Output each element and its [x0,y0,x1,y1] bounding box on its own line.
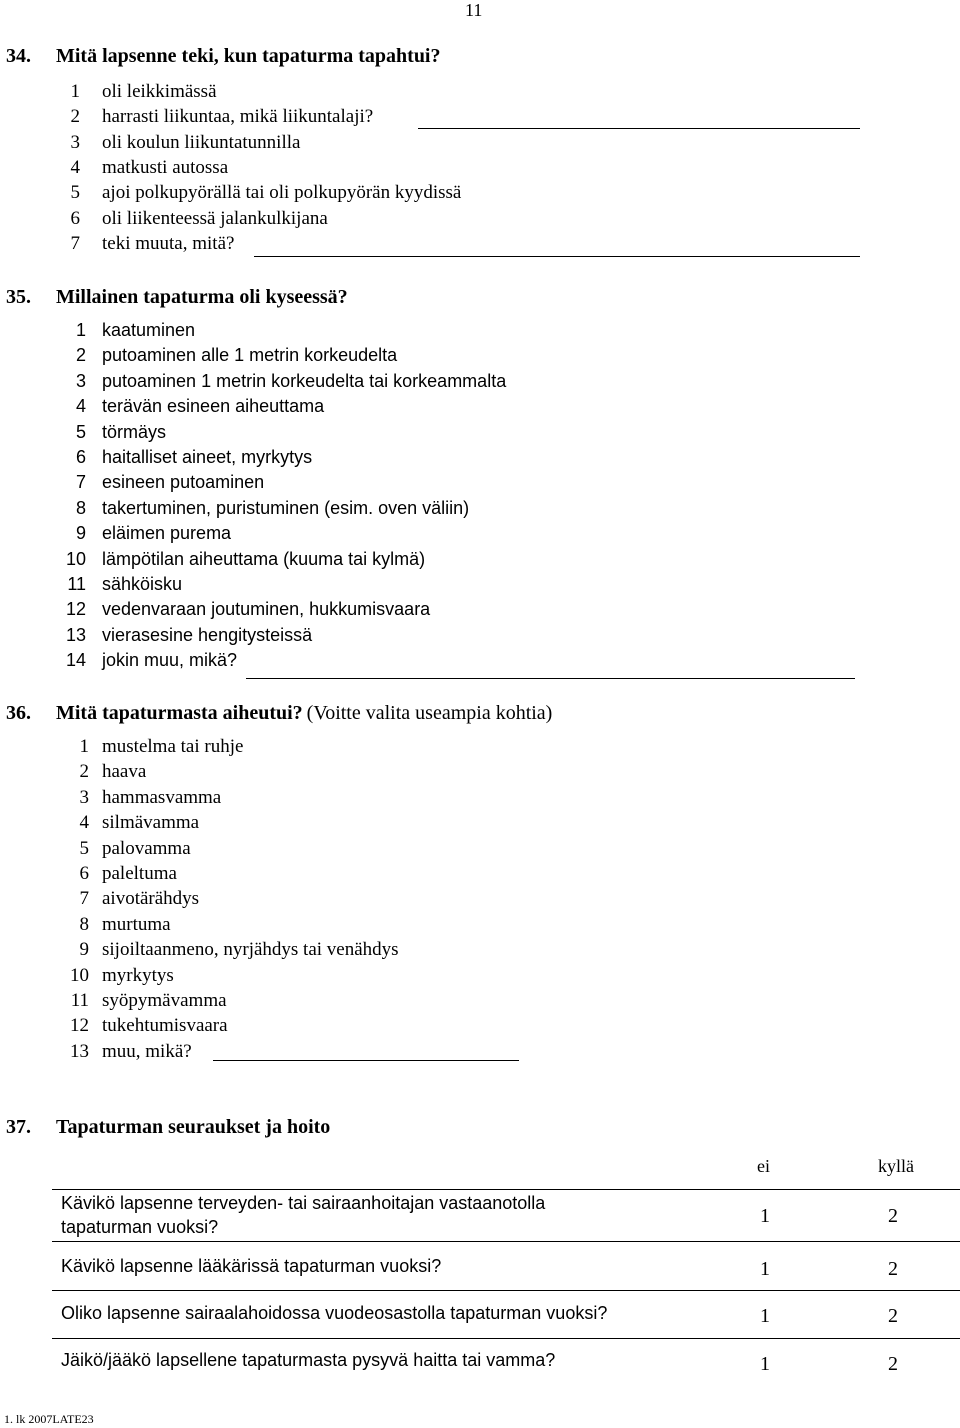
option-number: 5 [75,421,86,442]
q34-option-2[interactable] [62,106,374,128]
q36-option-3[interactable] [62,786,222,809]
option-label: teki muuta, mitä? [102,232,235,254]
q36-number: 36. [6,702,31,724]
option-number: 12 [65,599,86,620]
option-label: sähköisku [102,574,183,594]
option-number: 6 [79,863,89,884]
option-label: oli koulun liikuntatunnilla [102,131,301,153]
option-number: 13 [65,624,86,645]
option-number: 11 [67,574,86,594]
q34-option-1[interactable] [62,81,217,103]
col-header-no: ei [757,1156,770,1176]
option-label: terävän esineen aiheuttama [102,396,325,417]
option-number: 14 [65,650,86,671]
q36-option-10[interactable] [62,964,174,987]
q37-row-3-text: Oliko lapsenne sairaalahoidossa vuodeosastolla tapaturman vuoksi? [61,1303,608,1323]
q35-option-4[interactable] [62,396,325,417]
option-number: 6 [75,447,86,467]
q37-row-1-text-line2: tapaturman vuoksi? [61,1217,219,1237]
option-label: törmäys [102,421,167,442]
q34-option-4[interactable] [62,156,229,179]
q34-number: 34. [6,45,31,67]
q35-title: Millainen tapaturma oli kyseessä? [56,286,348,308]
q36-option-13[interactable] [62,1040,192,1063]
q37-row-2-yes-option[interactable]: 2 [888,1258,898,1280]
q35-option-10[interactable] [62,548,426,570]
q36-option-12[interactable] [62,1015,228,1037]
option-label: takertuminen, puristuminen (esim. oven väliin) [102,497,470,518]
q34-option-7[interactable] [62,232,235,255]
q35-option-8[interactable] [62,497,470,519]
q37-row-3-yes-option[interactable]: 2 [888,1305,898,1327]
q36-title: Mitä tapaturmasta aiheutui? [56,702,303,724]
option-label: putoaminen 1 metrin korkeudelta tai korkeammalta [102,370,507,391]
option-label: mustelma tai ruhje [102,736,244,757]
option-label: oli leikkimässä [102,81,217,102]
option-number: 9 [79,939,89,961]
q35-number: 35. [6,286,31,308]
table-rule [52,1189,960,1190]
q35-option-6[interactable] [62,447,313,468]
q37-row-1-text-line1: Kävikö lapsenne terveyden- tai sairaanhoitajan vastaanotolla [61,1193,546,1213]
option-label: haitalliset aineet, myrkytys [102,447,313,467]
option-label: eläimen purema [102,523,232,544]
table-rule [52,1241,960,1242]
option-number: 7 [70,232,80,254]
option-number: 4 [70,156,80,178]
q36-option-2[interactable] [62,761,147,783]
q35-option-7[interactable] [62,472,265,493]
option-label: tukehtumisvaara [102,1015,228,1037]
option-label: hammasvamma [102,786,222,808]
q35-option-3[interactable] [62,370,507,392]
q35-option-9[interactable] [62,523,232,544]
option-number: 9 [75,523,86,544]
q35-option-13[interactable] [62,624,313,646]
q37-row-2-text: Kävikö lapsenne lääkärissä tapaturman vuoksi? [61,1256,442,1276]
option-label: myrkytys [102,964,174,986]
q37-row-1-yes-option[interactable]: 2 [888,1205,898,1227]
q36-option-7[interactable] [62,888,200,910]
q37-row-2-no-option[interactable]: 1 [760,1258,770,1280]
q35-option-11[interactable] [62,574,183,595]
option-number: 2 [75,345,86,366]
option-label: palovamma [102,837,191,859]
q34-title: Mitä lapsenne teki, kun tapaturma tapahtui? [56,45,441,67]
q35-option-14[interactable] [62,650,238,671]
q34-option-5[interactable] [62,182,462,204]
q35-option-2[interactable] [62,345,398,366]
option-number: 5 [79,837,89,859]
q36-option-8[interactable] [62,913,171,936]
q35-other-answer-line[interactable] [246,678,855,679]
footer-code: 1. lk 2007LATE23 [4,1412,94,1426]
option-label: ajoi polkupyörällä tai oli polkupyörän kyydissä [102,182,462,204]
option-number: 2 [70,106,80,128]
q36-other-answer-line[interactable] [213,1060,519,1061]
q36-note: (Voitte valita useampia kohtia) [306,702,553,724]
option-label: haava [102,761,147,783]
option-number: 13 [70,1040,89,1062]
page-number: 11 [465,0,483,20]
option-number: 2 [79,761,89,783]
q36-heading [56,702,552,725]
q37-row-4-yes-option[interactable]: 2 [888,1353,898,1375]
option-label: vedenvaraan joutuminen, hukkumisvaara [102,599,431,620]
option-label: murtuma [102,913,171,935]
option-number: 4 [79,812,89,834]
option-label: aivotärähdys [102,888,200,910]
option-number: 1 [70,81,80,102]
option-number: 10 [70,964,89,986]
option-label: harrasti liikuntaa, mikä liikuntalaji? [102,106,374,128]
option-number: 4 [75,396,86,417]
option-label: paleltuma [102,863,177,884]
option-number: 7 [79,888,89,910]
option-label: lämpötilan aiheuttama (kuuma tai kylmä) [102,548,426,569]
option-number: 3 [79,786,89,808]
q37-row-3-no-option[interactable]: 1 [760,1305,770,1327]
q35-option-5[interactable] [62,421,167,443]
q35-option-1[interactable] [62,320,196,341]
option-label: jokin muu, mikä? [102,650,238,671]
option-number: 10 [65,548,86,569]
option-label: silmävamma [102,812,200,834]
option-number: 8 [79,913,89,935]
option-label: putoaminen alle 1 metrin korkeudelta [102,345,398,366]
q37-row-1-no-option[interactable]: 1 [760,1205,770,1227]
option-label: syöpymävamma [102,990,227,1011]
option-label: muu, mikä? [102,1040,192,1062]
q37-title: Tapaturman seuraukset ja hoito [56,1116,331,1138]
option-number: 3 [75,370,86,391]
option-label: kaatuminen [102,320,196,340]
q36-option-6[interactable] [62,863,177,885]
q36-option-4[interactable] [62,812,200,834]
option-number: 6 [70,207,80,229]
option-label: sijoiltaanmeno, nyrjähdys tai venähdys [102,939,399,961]
option-number: 8 [75,497,86,518]
option-number: 12 [70,1015,89,1037]
q36-option-1[interactable] [62,736,244,758]
option-number: 7 [75,472,86,493]
q36-option-9[interactable] [62,939,399,961]
option-label: oli liikenteessä jalankulkijana [102,207,328,229]
option-number: 11 [70,990,89,1011]
q34-other-answer-line[interactable] [254,256,860,257]
option-number: 3 [70,131,80,153]
q37-row-4-text: Jäikö/jääkö lapsellene tapaturmasta pysyvä haitta tai vamma? [61,1350,556,1370]
option-label: matkusti autossa [102,156,229,178]
q36-option-11[interactable] [62,990,227,1012]
option-number: 1 [75,320,86,340]
option-number: 5 [70,182,80,204]
q37-row-4-no-option[interactable]: 1 [760,1353,770,1375]
table-rule [52,1338,960,1339]
q36-option-5[interactable] [62,837,191,860]
q37-number: 37. [6,1116,31,1138]
table-rule [52,1290,960,1291]
q34-option-3[interactable] [62,131,301,154]
q34-option-6[interactable] [62,207,328,230]
option-number: 1 [79,736,89,757]
option-label: vierasesine hengitysteissä [102,624,313,645]
q35-option-12[interactable] [62,599,431,620]
col-header-yes: kyllä [878,1156,914,1176]
q34-sport-answer-line[interactable] [418,128,860,129]
option-label: esineen putoaminen [102,472,265,493]
